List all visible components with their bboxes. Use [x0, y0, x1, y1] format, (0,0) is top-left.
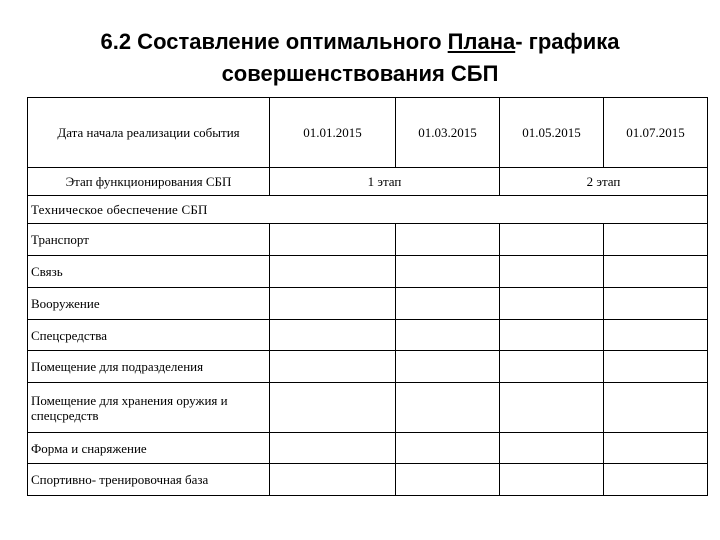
empty-cell	[604, 351, 708, 383]
empty-cell	[270, 256, 396, 288]
table-row	[28, 224, 708, 256]
empty-cell	[500, 383, 604, 433]
table-row	[28, 433, 708, 464]
empty-cell	[500, 224, 604, 256]
empty-cell	[604, 320, 708, 351]
row-label: Связь	[28, 256, 270, 288]
empty-cell	[604, 288, 708, 320]
empty-cell	[604, 256, 708, 288]
empty-cell	[500, 433, 604, 464]
table-row	[28, 256, 708, 288]
row-label: Транспорт	[28, 224, 270, 256]
empty-cell	[396, 383, 500, 433]
empty-cell	[500, 351, 604, 383]
empty-cell	[270, 320, 396, 351]
plan-schedule-table	[27, 97, 708, 496]
empty-cell	[604, 433, 708, 464]
empty-cell	[500, 320, 604, 351]
stage-label: Этап функционирования СБП	[28, 168, 270, 196]
empty-cell	[396, 224, 500, 256]
empty-cell	[270, 288, 396, 320]
date-cell-2: 01.03.2015	[396, 98, 500, 168]
empty-cell	[500, 288, 604, 320]
start-date-label: Дата начала реализации события	[28, 98, 270, 168]
empty-cell	[270, 433, 396, 464]
table-row	[28, 464, 708, 496]
empty-cell	[396, 433, 500, 464]
empty-cell	[396, 351, 500, 383]
title-text-prefix: 6.2 Составление оптимального	[100, 29, 448, 54]
empty-cell	[270, 351, 396, 383]
date-cell-1: 01.01.2015	[270, 98, 396, 168]
empty-cell	[604, 383, 708, 433]
section-label: Техническое обеспечение СБП	[28, 196, 708, 224]
page-title	[0, 26, 720, 90]
table-row	[28, 320, 708, 351]
title-text-suffix: - графика	[515, 29, 620, 54]
row-label: Помещение для хранения оружия и спецсредств	[28, 383, 270, 433]
row-label: Помещение для подразделения	[28, 351, 270, 383]
date-cell-3: 01.05.2015	[500, 98, 604, 168]
row-label: Вооружение	[28, 288, 270, 320]
empty-cell	[270, 224, 396, 256]
date-cell-4: 01.07.2015	[604, 98, 708, 168]
empty-cell	[500, 256, 604, 288]
empty-cell	[604, 224, 708, 256]
title-line-2: совершенствования СБП	[221, 61, 499, 86]
stage-row	[28, 168, 708, 196]
empty-cell	[396, 288, 500, 320]
section-row	[28, 196, 708, 224]
empty-cell	[396, 256, 500, 288]
empty-cell	[604, 464, 708, 496]
row-label: Спецсредства	[28, 320, 270, 351]
row-label: Форма и снаряжение	[28, 433, 270, 464]
empty-cell	[270, 383, 396, 433]
empty-cell	[396, 464, 500, 496]
stage-1-cell: 1 этап	[270, 168, 500, 196]
table-row	[28, 351, 708, 383]
title-line-1	[0, 26, 720, 58]
empty-cell	[270, 464, 396, 496]
empty-cell	[500, 464, 604, 496]
row-label: Спортивно- тренировочная база	[28, 464, 270, 496]
stage-2-cell: 2 этап	[500, 168, 708, 196]
table-row	[28, 288, 708, 320]
date-header-row	[28, 98, 708, 168]
table-row	[28, 383, 708, 433]
empty-cell	[396, 320, 500, 351]
title-text-underlined: Плана	[447, 29, 516, 54]
